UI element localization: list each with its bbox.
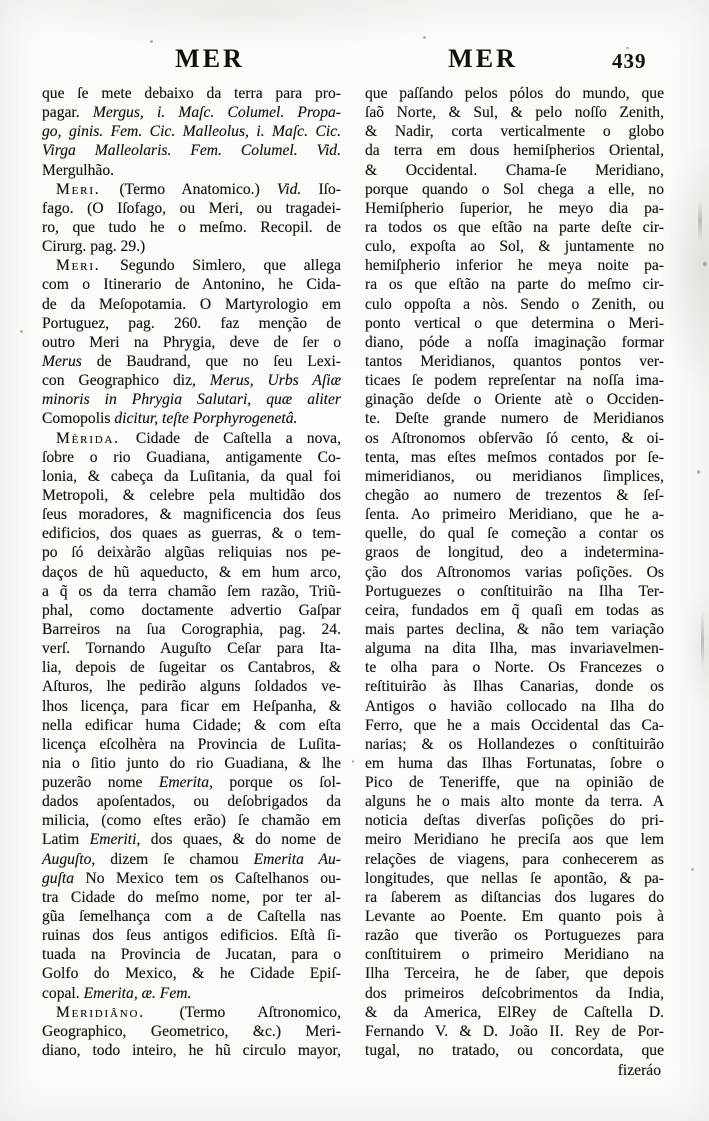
text-line [365,754,664,773]
body-text: tuada na Provincia de Jucatan, para o [42,946,341,964]
text-line [365,639,664,658]
body-text: Cidade de Caſtella a nova, [135,429,342,447]
text-line [42,563,341,582]
body-text: conſtituirem o primeiro Meridiano na [365,946,664,964]
text-line [365,409,664,428]
text-line [42,830,341,849]
text-line [365,677,664,696]
body-text: mais partes declina, & não tem variação [365,620,664,638]
text-line [365,620,664,639]
text-line [42,907,341,926]
text-line [365,543,664,562]
text-line [365,237,664,256]
body-text: ro, que tudo he o meſmo. Recopil. de [42,218,341,236]
text-line [42,333,341,352]
body-text: lonia, & cabeça da Luſitania, da qual foi [42,467,341,485]
body-text: Portuguezes o conſtituirão na Ilha Ter- [365,582,664,600]
body-text: Golfo do Mexico, & he Cidade Epiſ- [42,965,341,983]
body-text: Mergulhão. [42,161,115,179]
text-line [42,639,341,658]
entry-headword: Meri. [56,257,121,275]
body-text: nia o ſitio junto do rio Guadiana, & lhe [42,754,341,772]
text-line [42,161,341,180]
text-line [365,122,664,141]
text-line [42,199,341,218]
text-line [365,926,664,945]
body-text: mimeridianos, ou meridianos ſimplices, [365,467,664,485]
page-number: 439 [612,49,647,73]
scan-speck [697,470,700,474]
text-line [365,964,664,983]
body-text: Ilha Terceira, he de ſaber, que depois [365,965,664,983]
body-text: ſaõ Norte, & Sul, & pelo noſſo Zenith, [365,104,664,122]
text-line [365,869,664,888]
scan-speck [691,868,694,871]
text-line [365,505,664,524]
text-line [42,275,341,294]
text-line [365,180,664,199]
body-text: edificios, dos quaes as guerras, & o tem- [42,525,341,543]
body-text: chegão ao numero de trezentos & ſeſ- [365,486,664,504]
body-text: tenta, mas eſtes meſmos contados por ſe- [365,448,664,466]
latin-italic-text: Merus [42,352,82,370]
text-line [42,371,341,390]
text-line [42,467,341,486]
body-text: ção dos Aſtronomos varias poſições. Os [365,563,664,581]
body-text: te olha para o Norte. Os Francezes o [365,659,664,677]
text-line [42,237,341,256]
body-text: Comopolis [42,410,115,428]
body-text: Portuguez, pag. 260. faz menção de [42,314,341,332]
text-line [365,295,664,314]
body-text: milicia, (como eſtes erão) ſe chamão em [42,812,341,830]
body-text: reſtituirão às Ilhas Canarias, donde os [365,678,664,696]
latin-italic-text: Emeriti [89,831,137,849]
text-line [365,371,664,390]
text-line [42,601,341,620]
text-line [42,582,341,601]
text-line [42,429,341,448]
text-line [365,830,664,849]
body-text: culo, expoſta ao Sol, & juntamente no [365,238,664,256]
text-line [365,888,664,907]
body-text: Aſturos, lhe pedirão alguns ſoldados ve- [42,678,341,696]
entry-headword: Mèrida. [56,429,136,447]
text-line [42,773,341,792]
text-line [365,486,664,505]
body-text: porque quando o Sol chega a elle, no [365,180,664,198]
latin-italic-text: Emerita Au- [253,850,341,868]
latin-italic-text: dicitur, teſte Porphyrogenetâ. [114,410,298,428]
body-text: Hemiſpherio ſuperior, he meyo dia pa- [365,199,664,217]
body-text: lhos licença, para ficar em Heſpanha, & [42,697,341,715]
scan-speck [150,40,153,43]
text-line [42,180,341,199]
body-text: fago. (O Iſofago, ou Meri, ou tragadei- [42,199,341,217]
text-line [365,218,664,237]
body-text: ra os que eſtão na parte do meſmo cir- [365,276,664,294]
scan-smudge [698,200,702,242]
body-text: razão que tiverão os Portuguezes para [365,927,664,945]
text-line [42,84,341,103]
text-line [365,773,664,792]
body-text: & Nadir, corta verticalmente o globo [365,123,664,141]
text-line [365,945,664,964]
left-text-column [42,84,341,1060]
text-line [42,295,341,314]
body-text: tra Cidade do meſmo nome, por ter al- [42,888,341,906]
body-text: os Aſtronomos obſervão ſó cento, & oi- [365,429,664,447]
body-text: diano, todo inteiro, he hũ circulo mayor, [42,1042,341,1060]
body-text: Metropoli, & celebre pela multidão dos [42,486,341,504]
body-text: Levante ao Poente. Em quanto pois à [365,908,664,926]
text-line [365,601,664,620]
body-text: pagar. [42,104,93,122]
latin-italic-text: Merus, Urbs Aſiæ [209,372,342,390]
body-text: de Baudrand, que no ſeu Lexi- [81,352,341,370]
text-line [42,448,341,467]
text-line [42,850,341,869]
text-line [365,333,664,352]
text-line [365,314,664,333]
text-line [42,754,341,773]
latin-italic-text: Vid. [276,180,302,198]
text-line [42,620,341,639]
body-text: Fernando V. & D. João II. Rey de Por- [365,1022,664,1040]
text-line [42,314,341,333]
text-line [42,524,341,543]
text-line [42,811,341,830]
text-line [365,467,664,486]
body-text: meiro Meridiano he preciſa aos que lem [365,831,664,849]
body-text: Antigos o havião collocado na Ilha do [365,697,664,715]
running-title-left: MER [175,44,245,73]
text-line [42,1022,341,1041]
body-text: tugal, no tratado, ou concordata, que [365,1042,664,1060]
body-text: phal, como doctamente advertio Gaſpar [42,601,341,619]
body-text: quelle, do qual ſe começão a contar os [365,525,664,543]
text-line [42,926,341,945]
body-text: Latim [42,831,90,849]
body-text: puzerão nome [42,774,159,792]
text-line [365,524,664,543]
body-text: , dos quaes, & do nome de [136,831,342,849]
body-text: dados apoſentados, ou deſobrigados da [42,793,341,811]
body-text: Ferro, que he a mais Occidental das Ca- [365,716,664,734]
text-line [42,505,341,524]
scan-smudge [701,610,704,670]
text-line [365,716,664,735]
body-text: Pico de Teneriffe, que na opinião de [365,774,664,792]
catchword: fizeráo [617,1062,661,1079]
text-line [365,448,664,467]
body-text: con Geographico diz, [42,372,210,390]
latin-italic-text: go, ginis. Fem. Cic. Malleolus, i. Maſc. Cic. [42,123,341,141]
scan-speck [703,262,707,266]
text-line [42,409,341,428]
body-text: outro Meri na Phrygia, deve de ſer o [42,333,341,351]
body-text: em huma das Ilhas Fortunatas, ſobre o [365,754,664,772]
body-text: que ſe mete debaixo da terra para pro- [42,85,341,102]
scan-speck [423,36,426,39]
text-line [42,792,341,811]
scan-speck [352,760,354,763]
scan-speck [20,330,23,333]
text-line [365,658,664,677]
body-text: ſeus moradores, & magnificencia dos ſeus [42,506,341,524]
body-text: narias; & os Hollandezes o conſtituirão [365,735,664,753]
body-text: (Termo Aſtronomico, [179,1003,342,1021]
text-line [365,103,664,122]
text-line [365,429,664,448]
body-text: noticia deſtas diverſas poſições do pri- [365,812,664,830]
body-text: de da Meſopotamia. O Martyrologio em [42,295,341,313]
text-line [365,792,664,811]
latin-italic-text: Auguſto [42,850,92,868]
body-text: graos de longitud, deo a indetermina- [365,544,664,562]
text-line [42,390,341,409]
text-line [42,658,341,677]
body-text: verſ. Tornando Auguſto Ceſar para Ita- [42,640,341,658]
text-line [42,735,341,754]
body-text: ponto vertical o que determina o Meri- [365,314,664,332]
text-line [365,1022,664,1041]
body-text: Iſo- [301,180,341,198]
latin-italic-text: minoris in Phrygia Salutari, quæ aliter [42,391,341,409]
text-line [42,697,341,716]
text-line [365,850,664,869]
body-text: (Termo Anatomico.) [119,180,277,198]
text-line [365,735,664,754]
text-line [365,907,664,926]
body-text: ruinas dos ſeus antigos edificios. Eſtà ſi- [42,927,341,945]
text-line [42,122,341,141]
body-text: , porque os ſol- [209,774,341,792]
text-line [365,390,664,409]
body-text: licença eſcolhèra na Provincia de Luſita- [42,735,341,753]
body-text: longitudes, que nellas ſe apontão, & pa- [365,869,664,887]
body-text: No Mexico tem os Caſtelhanos ou- [74,869,341,887]
text-line [42,677,341,696]
text-line [365,352,664,371]
text-line [42,869,341,888]
text-line [365,811,664,830]
latin-italic-text: Virga Malleolaris. Fem. Columel. Vid. [42,142,341,160]
latin-italic-text: guſta [42,869,75,887]
body-text: hemiſpherio inferior he meya noite pa- [365,257,664,275]
body-text: ginação deſde o Oriente atè o Occiden- [365,391,664,409]
body-text: relações de viagens, para conhecerem as [365,850,664,868]
text-line [365,1003,664,1022]
text-line [42,1041,341,1060]
right-text-column [365,84,664,1060]
text-line [365,1041,664,1060]
text-line [42,218,341,237]
text-line [42,256,341,275]
body-text: ra ſaberem as diſtancias dos lugares do [365,888,664,906]
scan-speck [626,47,629,49]
text-line [42,486,341,505]
body-text: po ſó deixàrão algũas reliquias nos pe- [42,544,341,562]
body-text: dos primeiros deſcobrimentos da India, [365,984,664,1002]
text-line [42,964,341,983]
text-line [42,141,341,160]
text-line [42,352,341,371]
body-text: ceira, fundados em q̃ quaſi em todas as [365,601,664,619]
entry-headword: Meri. [56,180,120,198]
text-line [365,199,664,218]
body-text: diano, póde a noſſa imaginação formar [365,333,664,351]
body-text: da terra em dous hemiſpherios Oriental, [365,142,664,160]
body-text: alguma na dita Ilha, mas invariavelmen- [365,640,664,658]
running-title-right: MER [448,44,518,73]
text-line [365,582,664,601]
body-text: & Occidental. Chama-ſe Meridiano, [365,161,664,179]
body-text: Cirurg. pag. 29.) [42,238,146,256]
text-line [42,888,341,907]
text-line [365,141,664,160]
body-text: que paſſando pelos pólos do mundo, que [365,85,664,102]
latin-italic-text: Mergus, i. Maſc. Columel. Propa- [92,104,341,122]
body-text: gũa ſemelhança com a de Caſtella nas [42,908,341,926]
text-line [42,103,341,122]
body-text: copal. [42,984,84,1002]
body-text: a q̃ os da terra chamão ſem razão, Triũ- [42,582,341,600]
body-text: te. Deſte grande numero de Meridianos [365,410,664,428]
body-text: Segundo Simlero, que allega [120,257,341,275]
text-line [42,945,341,964]
body-text: ticaes ſe podem repreſentar na noſſa ima- [365,372,664,390]
text-line [42,984,341,1003]
text-line [42,543,341,562]
body-text: alguns he o mais alto monte da terra. A [365,793,664,811]
text-line [365,161,664,180]
body-text: , dizem ſe chamou [91,850,254,868]
entry-headword: Meridiâno. [56,1003,180,1021]
text-line [365,984,664,1003]
body-text: Barreiros na ſua Corographia, pag. 24. [42,620,341,638]
body-text: ſobre o rio Guadiana, antigamente Co- [42,448,341,466]
text-line [365,256,664,275]
body-text: culo oppoſta a nòs. Sendo o Zenith, ou [365,295,664,313]
body-text: daços de hũ aqueducto, & em hum arco, [42,563,341,581]
text-line [42,1003,341,1022]
body-text: tantos Meridianos, quantos pontos ver- [365,352,664,370]
body-text: com o Itinerario de Antonino, he Cida- [42,276,341,294]
text-line [42,716,341,735]
body-text: ra todos os que eſtão na parte deſte cir- [365,218,664,236]
text-line [365,563,664,582]
body-text: ſenta. Ao primeiro Meridiano, que he a- [365,506,664,524]
latin-italic-text: Emerita [158,774,210,792]
body-text: lia, depois de ſugeitar os Cantabros, & [42,659,341,677]
latin-italic-text: Emerita, æ. Fem. [83,984,192,1002]
text-line [365,84,664,103]
body-text: Geographico, Geometrico, &c.) Meri- [42,1022,341,1040]
text-line [365,275,664,294]
body-text: nella edificar huma Cidade; & com eſta [42,716,341,734]
text-line [365,697,664,716]
body-text: & da America, ElRey de Caſtella D. [365,1003,664,1021]
